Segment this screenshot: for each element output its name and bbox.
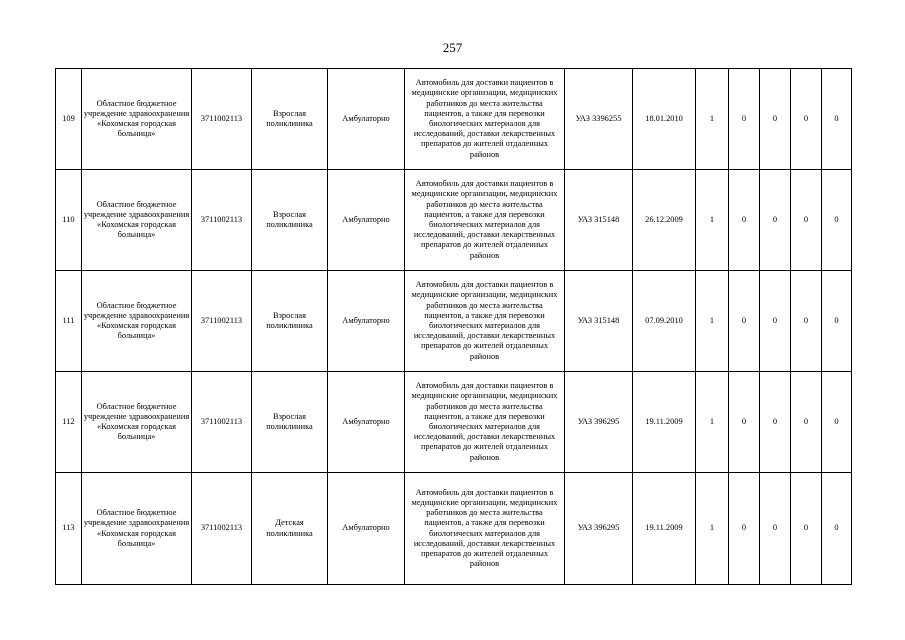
inn-code: 3711002113	[192, 271, 252, 372]
table-row	[56, 69, 852, 170]
vehicle-purpose: Автомобиль для доставки пациентов в медицинские организации, медицинских работников до места жительства пациентов, а также для перевозки биологических материалов для исследований, доставки лекарственных препаратов до жителей отдаленных районов	[405, 170, 565, 271]
care-type: Амбулаторно	[328, 69, 405, 170]
department: Детская поликлиника	[252, 473, 328, 585]
count-cell: 0	[791, 473, 822, 585]
care-type: Амбулаторно	[328, 170, 405, 271]
page-number: 257	[442, 40, 463, 55]
count-cell: 0	[822, 170, 852, 271]
inn-code: 3711002113	[192, 69, 252, 170]
row-number: 110	[56, 170, 82, 271]
registration-date: 19.11.2009	[633, 473, 696, 585]
vehicle-model: УАЗ 315148	[565, 271, 633, 372]
count-cell: 1	[696, 473, 729, 585]
count-cell: 0	[729, 271, 760, 372]
count-cell: 0	[791, 69, 822, 170]
row-number: 111	[56, 271, 82, 372]
vehicle-registry-table	[55, 68, 852, 585]
department: Взрослая поликлиника	[252, 372, 328, 473]
care-type: Амбулаторно	[328, 372, 405, 473]
vehicle-model: УАЗ 3396255	[565, 69, 633, 170]
table-row	[56, 170, 852, 271]
department: Взрослая поликлиника	[252, 271, 328, 372]
registration-date: 26.12.2009	[633, 170, 696, 271]
count-cell: 0	[760, 271, 791, 372]
count-cell: 1	[696, 170, 729, 271]
vehicle-model: УАЗ 396295	[565, 473, 633, 585]
vehicle-purpose: Автомобиль для доставки пациентов в медицинские организации, медицинских работников до места жительства пациентов, а также для перевозки биологических материалов для исследований, доставки лекарственных препаратов до жителей отдаленных районов	[405, 271, 565, 372]
count-cell: 0	[729, 69, 760, 170]
row-number: 109	[56, 69, 82, 170]
count-cell: 0	[760, 372, 791, 473]
organization-name: Областное бюджетное учреждение здравоохранения «Кохомская городская больница»	[82, 170, 192, 271]
count-cell: 0	[760, 69, 791, 170]
department: Взрослая поликлиника	[252, 69, 328, 170]
count-cell: 0	[729, 372, 760, 473]
count-cell: 0	[729, 473, 760, 585]
count-cell: 0	[822, 271, 852, 372]
organization-name: Областное бюджетное учреждение здравоохранения «Кохомская городская больница»	[82, 271, 192, 372]
inn-code: 3711002113	[192, 372, 252, 473]
vehicle-model: УАЗ 315148	[565, 170, 633, 271]
inn-code: 3711002113	[192, 170, 252, 271]
count-cell: 0	[729, 170, 760, 271]
count-cell: 0	[822, 69, 852, 170]
count-cell: 0	[791, 170, 822, 271]
count-cell: 0	[791, 271, 822, 372]
care-type: Амбулаторно	[328, 473, 405, 585]
count-cell: 1	[696, 69, 729, 170]
table-row	[56, 372, 852, 473]
count-cell: 0	[760, 473, 791, 585]
count-cell: 0	[822, 473, 852, 585]
table-row	[56, 473, 852, 585]
row-number: 112	[56, 372, 82, 473]
organization-name: Областное бюджетное учреждение здравоохранения «Кохомская городская больница»	[82, 473, 192, 585]
care-type: Амбулаторно	[328, 271, 405, 372]
row-number: 113	[56, 473, 82, 585]
registration-date: 18.01.2010	[633, 69, 696, 170]
vehicle-purpose: Автомобиль для доставки пациентов в медицинские организации, медицинских работников до места жительства пациентов, а также для перевозки биологических материалов для исследований, доставки лекарственных препаратов до жителей отдаленных районов	[405, 473, 565, 585]
vehicle-purpose: Автомобиль для доставки пациентов в медицинские организации, медицинских работников до места жительства пациентов, а также для перевозки биологических материалов для исследований, доставки лекарственных препаратов до жителей отдаленных районов	[405, 69, 565, 170]
count-cell: 1	[696, 271, 729, 372]
count-cell: 0	[822, 372, 852, 473]
count-cell: 0	[760, 170, 791, 271]
count-cell: 1	[696, 372, 729, 473]
vehicle-purpose: Автомобиль для доставки пациентов в медицинские организации, медицинских работников до места жительства пациентов, а также для перевозки биологических материалов для исследований, доставки лекарственных препаратов до жителей отдаленных районов	[405, 372, 565, 473]
registration-date: 07.09.2010	[633, 271, 696, 372]
organization-name: Областное бюджетное учреждение здравоохранения «Кохомская городская больница»	[82, 372, 192, 473]
vehicle-model: УАЗ 396295	[565, 372, 633, 473]
count-cell: 0	[791, 372, 822, 473]
inn-code: 3711002113	[192, 473, 252, 585]
department: Взрослая поликлиника	[252, 170, 328, 271]
table-row	[56, 271, 852, 372]
registration-date: 19.11.2009	[633, 372, 696, 473]
organization-name: Областное бюджетное учреждение здравоохранения «Кохомская городская больница»	[82, 69, 192, 170]
